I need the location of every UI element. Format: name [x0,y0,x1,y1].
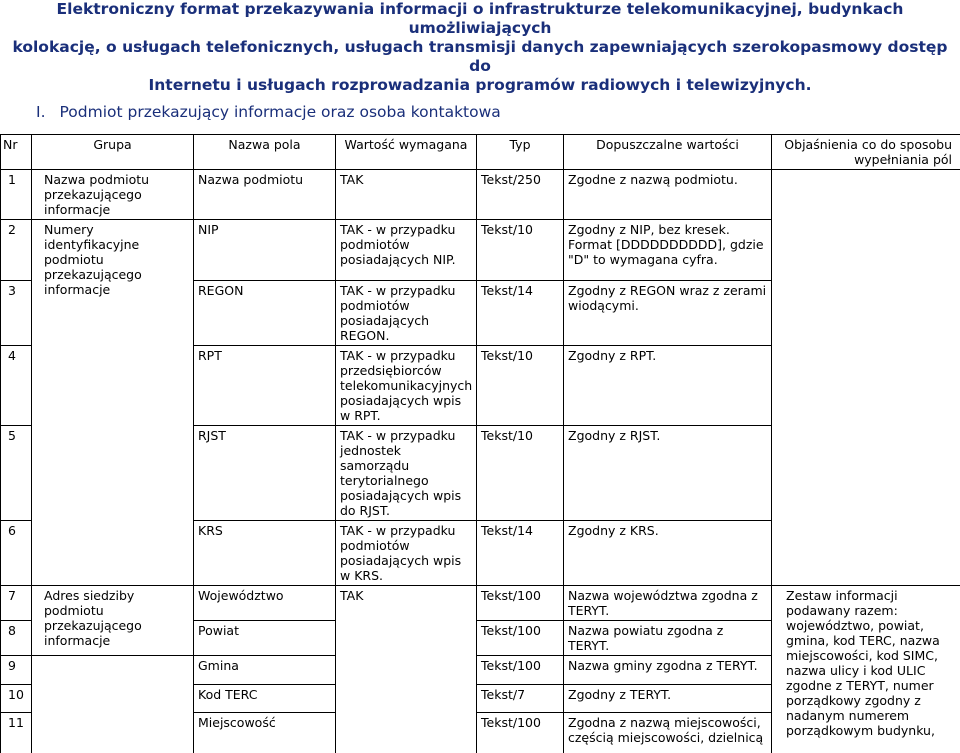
header-wartosc: Wartość wymagana [336,135,477,170]
header-nr: Nr [1,135,32,170]
row-allowed: Zgodny z NIP, bez kresek. Format [DDDDDDDDDD], gdzie "D" to wymagana cyfra. [564,220,772,281]
header-dopuszczalne: Dopuszczalne wartości [564,135,772,170]
row-nr: 6 [1,521,32,586]
row-field: Powiat [194,621,336,656]
title-line-3: Internetu i usługach rozprowadzania programów radiowych i telewizyjnych. [0,76,960,95]
group-cell-empty [32,685,194,713]
row-type: Tekst/100 [477,656,564,685]
row-type: Tekst/100 [477,713,564,753]
row-required: TAK - w przypadku podmiotów posiadających REGON. [336,281,477,346]
fields-table [0,134,960,753]
row-allowed: Zgodny z TERYT. [564,685,772,713]
row-nr: 4 [1,346,32,426]
row-nr: 9 [1,656,32,685]
group-cell-empty [32,656,194,685]
title-line-2: kolokację, o usługach telefonicznych, usługach transmisji danych zapewniających szerokopasmowy dostęp do [0,38,960,76]
row-nr: 2 [1,220,32,281]
header-nazwa-pola: Nazwa pola [194,135,336,170]
row-nr: 7 [1,586,32,621]
group-cell-empty [32,713,194,753]
row-field: Nazwa podmiotu [194,170,336,220]
row-field: KRS [194,521,336,586]
title-line-1: Elektroniczny format przekazywania informacji o infrastrukturze telekomunikacyjnej, budynkach umożliwiających [0,0,960,38]
row-type: Tekst/250 [477,170,564,220]
row-allowed: Zgodny z RJST. [564,426,772,521]
row-nr: 8 [1,621,32,656]
group-nazwa-podmiotu: Nazwa podmiotu przekazującego informacje [32,170,194,220]
row-allowed: Nazwa gminy zgodna z TERYT. [564,656,772,685]
explanation-address: Zestaw informacji podawany razem: województwo, powiat, gmina, kod TERC, nazwa miejscowości, kod SIMC, nazwa ulicy i kod ULIC zgodne z TERYT, numer porządkowy zgodny z nadanym numerem porządkowym budynku, [772,586,960,753]
section-title: Podmiot przekazujący informacje oraz osoba kontaktowa [60,103,501,121]
row-nr: 1 [1,170,32,220]
row-allowed: Nazwa województwa zgodna z TERYT. [564,586,772,621]
row-nr: 3 [1,281,32,346]
row-field: Województwo [194,586,336,621]
row-allowed: Zgodny z RPT. [564,346,772,426]
row-field: NIP [194,220,336,281]
row-required: TAK - w przypadku jednostek samorządu terytorialnego posiadających wpis do RJST. [336,426,477,521]
table-header-row [1,135,960,170]
row-required: TAK [336,170,477,220]
row-type: Tekst/100 [477,586,564,621]
row-type: Tekst/7 [477,685,564,713]
group-numery-identyfikacyjne: Numery identyfikacyjne podmiotu przekazującego informacje [32,220,194,586]
row-type: Tekst/10 [477,426,564,521]
document-title [0,0,960,95]
row-field: REGON [194,281,336,346]
header-typ: Typ [477,135,564,170]
row-field: RJST [194,426,336,521]
row-allowed: Zgodne z nazwą podmiotu. [564,170,772,220]
row-nr: 10 [1,685,32,713]
section-heading [36,103,501,121]
group-adres-siedziby: Adres siedziby podmiotu przekazującego informacje [32,586,194,656]
row-field: RPT [194,346,336,426]
table-row [1,586,960,621]
row-required: TAK [336,586,477,753]
row-type: Tekst/10 [477,346,564,426]
header-objasnienia-line-1: Objaśnienia co do sposobu [774,137,952,152]
row-nr: 5 [1,426,32,521]
row-allowed: Zgodny z KRS. [564,521,772,586]
row-type: Tekst/100 [477,621,564,656]
row-allowed: Zgodny z REGON wraz z zerami wiodącymi. [564,281,772,346]
row-allowed: Nazwa powiatu zgodna z TERYT. [564,621,772,656]
table-row [1,170,960,220]
header-objasnienia [772,135,960,170]
row-field: Gmina [194,656,336,685]
row-required: TAK - w przypadku podmiotów posiadających NIP. [336,220,477,281]
row-field: Kod TERC [194,685,336,713]
row-explanation [772,170,960,586]
header-objasnienia-line-2: wypełniania pól [774,152,952,167]
row-required: TAK - w przypadku przedsiębiorców telekomunikacyjnych posiadających wpis w RPT. [336,346,477,426]
row-required: TAK - w przypadku podmiotów posiadających wpis w KRS. [336,521,477,586]
row-nr: 11 [1,713,32,753]
row-type: Tekst/14 [477,281,564,346]
row-field: Miejscowość [194,713,336,753]
row-type: Tekst/14 [477,521,564,586]
header-grupa: Grupa [32,135,194,170]
row-type: Tekst/10 [477,220,564,281]
section-number: I. [36,103,46,121]
row-allowed: Zgodna z nazwą miejscowości, częścią miejscowości, dzielnicą [564,713,772,753]
